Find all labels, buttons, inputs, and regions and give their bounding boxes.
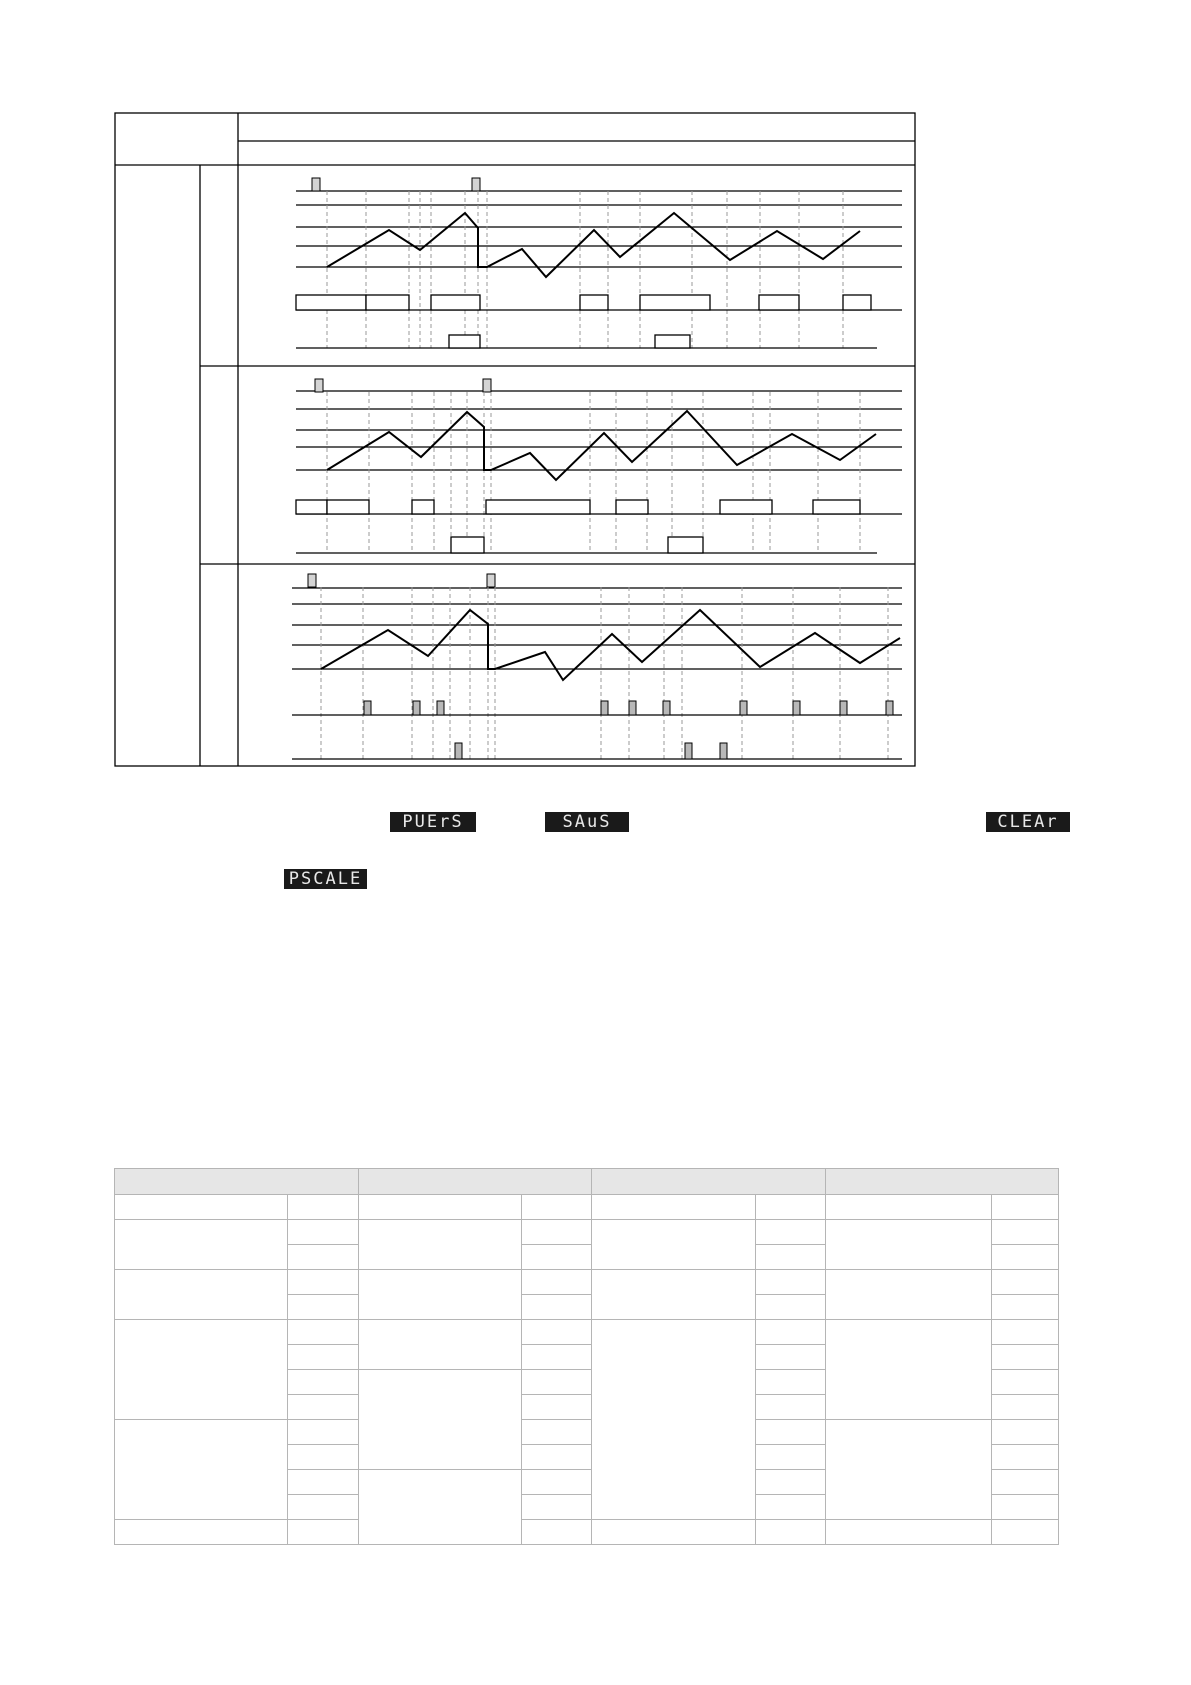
table-header-row	[115, 1169, 1059, 1195]
table-cell	[756, 1370, 826, 1395]
table-cell	[756, 1320, 826, 1345]
diagram-frame	[115, 113, 915, 766]
table-cell	[522, 1445, 592, 1470]
table-cell	[592, 1220, 756, 1270]
table-cell	[522, 1370, 592, 1395]
panel-3-output-pulse	[413, 701, 420, 715]
table-cell	[115, 1270, 288, 1320]
panel-3-second-output-pulse	[455, 743, 462, 759]
panel-2-output-pulse	[813, 500, 860, 514]
table-cell	[756, 1220, 826, 1245]
panel-3-trigger-marker	[487, 574, 495, 587]
panel-2-output-pulse	[720, 500, 772, 514]
table-cell	[756, 1520, 826, 1545]
table-cell	[522, 1295, 592, 1320]
table-cell	[756, 1345, 826, 1370]
table-cell	[592, 1270, 756, 1320]
table-cell	[826, 1220, 992, 1270]
table-cell	[522, 1520, 592, 1545]
mode-display-clear: CLEAr	[986, 812, 1070, 832]
table-cell	[288, 1445, 359, 1470]
panel-1-output-pulse	[580, 295, 608, 310]
table-row	[115, 1195, 1059, 1220]
table-cell	[115, 1195, 288, 1220]
table-cell	[992, 1245, 1059, 1270]
table-cell	[756, 1395, 826, 1420]
panel-1-output-pulse	[843, 295, 871, 310]
mode-display-pscale: PSCALE	[284, 869, 367, 889]
table-cell	[592, 1520, 756, 1545]
panel-2-output-pulse	[616, 500, 648, 514]
panel-1-output-pulse	[366, 295, 409, 310]
panel-3-trigger-marker	[308, 574, 316, 587]
panel-2-second-output-pulse	[451, 537, 484, 553]
table-cell	[288, 1420, 359, 1445]
panel-3-output-pulse	[629, 701, 636, 715]
table-cell	[288, 1520, 359, 1545]
panel-1-second-output-pulse	[449, 335, 480, 348]
table-cell	[288, 1370, 359, 1395]
table-cell	[522, 1320, 592, 1345]
table-cell	[826, 1320, 992, 1420]
table-cell	[522, 1470, 592, 1495]
panel-2-output-pulse	[296, 500, 327, 514]
timing-panels	[292, 178, 902, 759]
table-cell	[115, 1420, 288, 1520]
table-cell	[756, 1245, 826, 1270]
panel-3-output-pulse	[793, 701, 800, 715]
panel-3-output-pulse	[437, 701, 444, 715]
panel-1-output-pulse	[640, 295, 710, 310]
table-cell	[522, 1245, 592, 1270]
panel-1-trigger-marker	[472, 178, 480, 191]
table-header-cell	[115, 1169, 359, 1195]
table-cell	[288, 1270, 359, 1295]
table-cell	[992, 1470, 1059, 1495]
diagram-outer-border	[115, 113, 915, 766]
table-cell	[592, 1195, 756, 1220]
table-cell	[992, 1395, 1059, 1420]
table-cell	[288, 1245, 359, 1270]
table-header-cell	[359, 1169, 592, 1195]
table-cell	[359, 1320, 522, 1370]
panel-2-output-pulse	[486, 500, 590, 514]
table-cell	[992, 1195, 1059, 1220]
table-row	[115, 1270, 1059, 1295]
panel-1-trigger-marker	[312, 178, 320, 191]
table-header-cell	[592, 1169, 826, 1195]
table-cell	[756, 1420, 826, 1445]
table-cell	[115, 1320, 288, 1420]
mode-display-savs: SAuS	[545, 812, 629, 832]
panel-2-output-pulse	[412, 500, 434, 514]
table-cell	[288, 1220, 359, 1245]
table-row	[115, 1220, 1059, 1245]
table-cell	[826, 1270, 992, 1320]
mode-display-pvers: PUErS	[390, 812, 476, 832]
panel-3-output-pulse	[840, 701, 847, 715]
table-cell	[115, 1220, 288, 1270]
table-cell	[992, 1345, 1059, 1370]
table-cell	[359, 1195, 522, 1220]
table-cell	[756, 1495, 826, 1520]
table-cell	[756, 1195, 826, 1220]
table-cell	[288, 1470, 359, 1495]
table-cell	[592, 1320, 756, 1520]
panel-1-second-output-pulse	[655, 335, 690, 348]
panel-1-output-pulse	[759, 295, 799, 310]
table-cell	[522, 1495, 592, 1520]
panel-3-output-pulse	[601, 701, 608, 715]
table-cell	[992, 1420, 1059, 1445]
table-row	[115, 1520, 1059, 1545]
table-cell	[288, 1320, 359, 1345]
table-cell	[826, 1195, 992, 1220]
table-cell	[992, 1445, 1059, 1470]
table-cell	[359, 1370, 522, 1470]
table-header-cell	[826, 1169, 1059, 1195]
table-cell	[992, 1520, 1059, 1545]
panel-3-output-pulse	[364, 701, 371, 715]
settings-table	[114, 1168, 1059, 1545]
table-row	[115, 1320, 1059, 1345]
table-cell	[522, 1270, 592, 1295]
panel-1-output-pulse	[431, 295, 480, 310]
table-cell	[992, 1370, 1059, 1395]
table-cell	[756, 1295, 826, 1320]
table-cell	[992, 1295, 1059, 1320]
panel-3-output-pulse	[663, 701, 670, 715]
table-cell	[522, 1220, 592, 1245]
table-cell	[359, 1270, 522, 1320]
table-cell	[522, 1395, 592, 1420]
table-cell	[756, 1270, 826, 1295]
table-cell	[288, 1295, 359, 1320]
table-cell	[826, 1420, 992, 1520]
panel-3-second-output-pulse	[720, 743, 727, 759]
panel-3-output-pulse	[740, 701, 747, 715]
table-cell	[992, 1270, 1059, 1295]
table-cell	[522, 1195, 592, 1220]
table-cell	[359, 1220, 522, 1270]
panel-3-output-pulse	[886, 701, 893, 715]
table-cell	[288, 1395, 359, 1420]
table-cell	[756, 1445, 826, 1470]
table-cell	[992, 1495, 1059, 1520]
panel-2-output-pulse	[327, 500, 369, 514]
panel-2-second-output-pulse	[668, 537, 703, 553]
table-cell	[992, 1220, 1059, 1245]
table-cell	[522, 1420, 592, 1445]
panel-1-output-pulse	[296, 295, 366, 310]
table-cell	[115, 1520, 288, 1545]
panel-3-second-output-pulse	[685, 743, 692, 759]
table-cell	[288, 1195, 359, 1220]
panel-2-trigger-marker	[315, 379, 323, 392]
table-cell	[756, 1470, 826, 1495]
table-cell	[288, 1345, 359, 1370]
table-cell	[522, 1345, 592, 1370]
table-row	[115, 1420, 1059, 1445]
table-cell	[992, 1320, 1059, 1345]
table-cell	[826, 1520, 992, 1545]
table-cell	[288, 1495, 359, 1520]
table-cell	[359, 1470, 522, 1545]
panel-2-trigger-marker	[483, 379, 491, 392]
